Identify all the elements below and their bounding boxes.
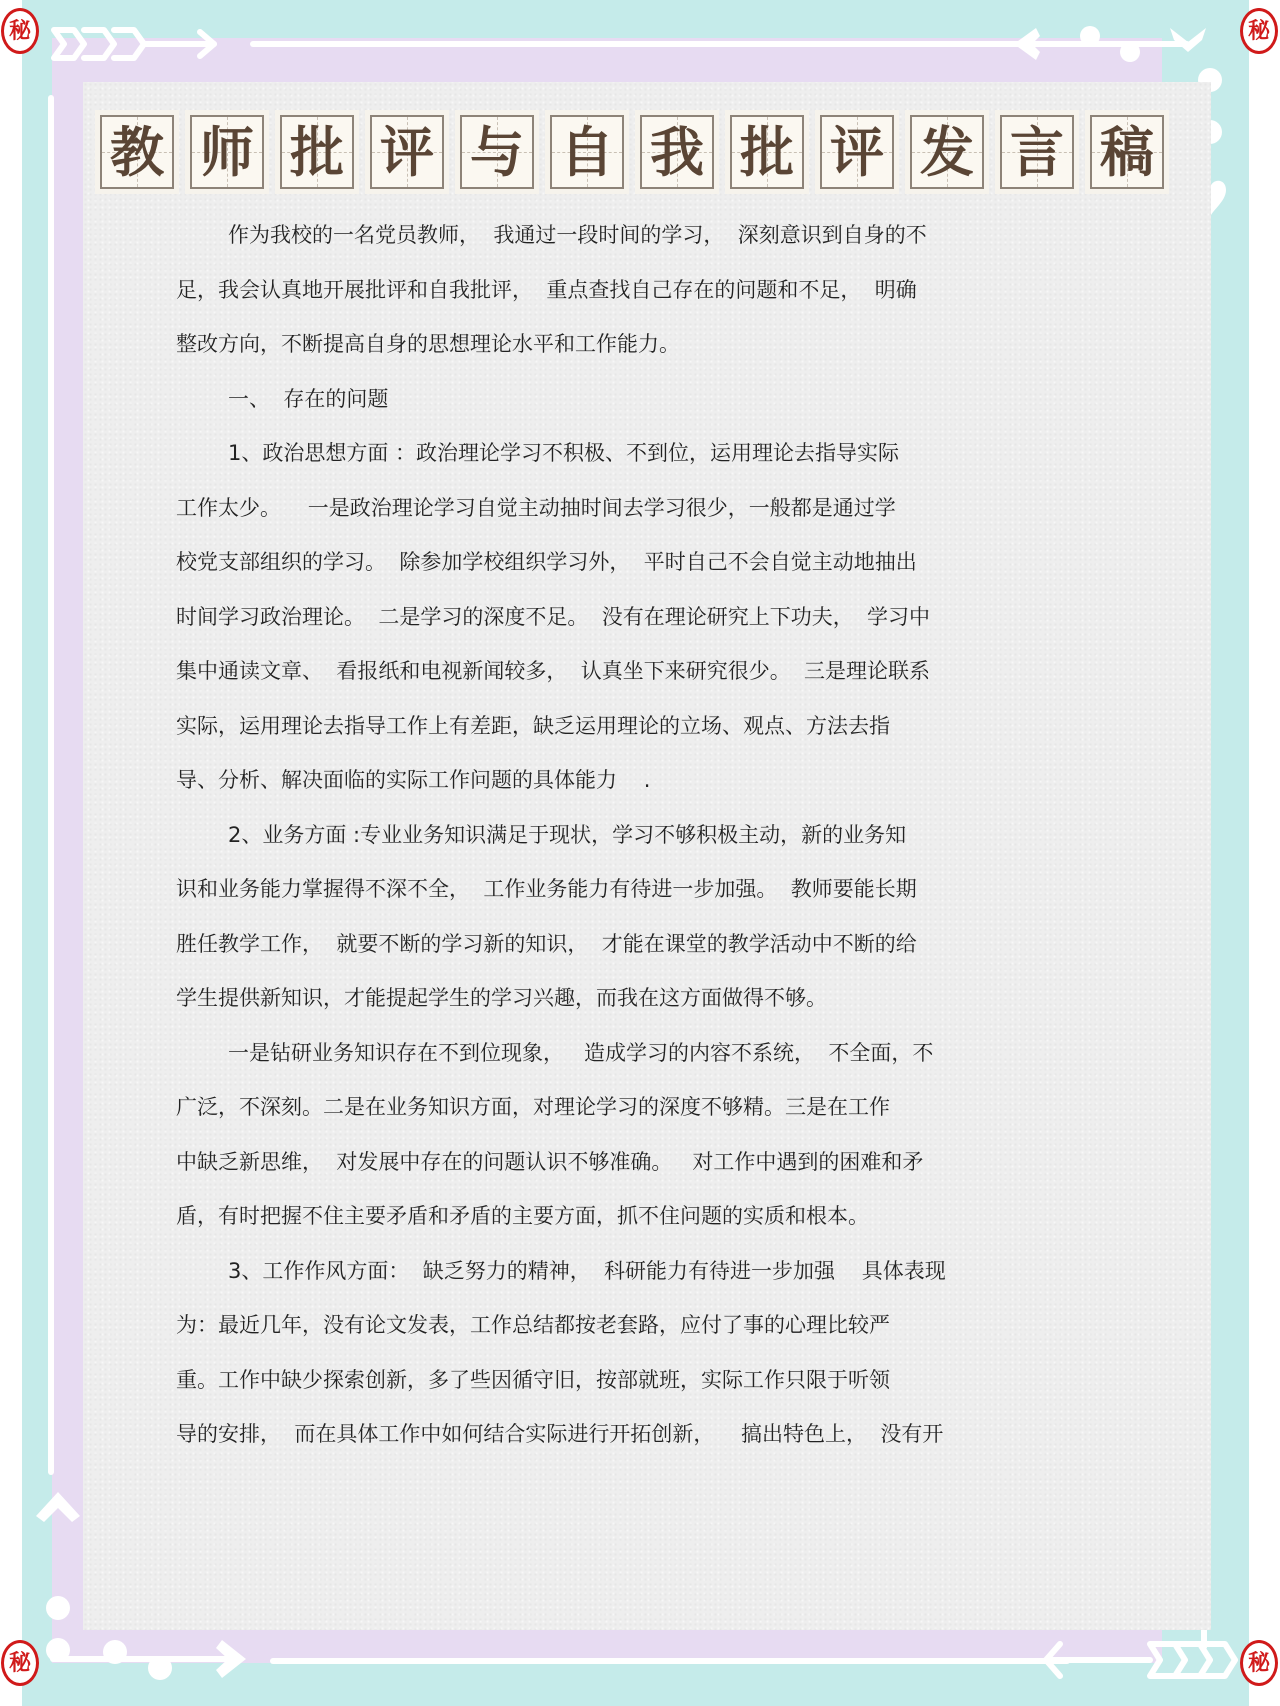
text-line: 导的安排， 而在具体工作中如何结合实际进行开拓创新， 搞出特色上， 没有开 xyxy=(176,1422,944,1446)
text-line: 导、分析、解决面临的实际工作问题的具体能力 . xyxy=(176,768,651,792)
title-tile-cell xyxy=(545,110,629,194)
section-heading: 一、 存在的问题 xyxy=(228,386,389,411)
title-tile xyxy=(100,115,174,189)
title-character: 发 xyxy=(920,120,974,184)
seal-stamp-icon: 秘 xyxy=(1240,8,1278,54)
seal-stamp-icon: 秘 xyxy=(1,1640,39,1686)
title-tile-cell xyxy=(455,110,539,194)
title-character: 教 xyxy=(110,120,164,184)
title-character: 评 xyxy=(830,120,884,184)
text-line: 识和业务能力掌握得不深不全， 工作业务能力有待进一步加强。 教师要能长期 xyxy=(176,877,917,901)
title-tile xyxy=(280,115,354,189)
title-tile-cell xyxy=(95,110,179,194)
title-character: 言 xyxy=(1010,120,1064,184)
text-line: 2、业务方面 :专业业务知识满足于现状，学习不够积极主动，新的业务知 xyxy=(228,822,907,847)
text-line: 整改方向，不断提高自身的思想理论水平和工作能力。 xyxy=(176,332,680,356)
title-tile xyxy=(370,115,444,189)
text-line: 盾，有时把握不住主要矛盾和矛盾的主要方面，抓不住问题的实质和根本。 xyxy=(176,1204,869,1228)
title-tile-cell xyxy=(185,110,269,194)
title-character: 批 xyxy=(290,120,344,184)
text-line: 胜任教学工作， 就要不断的学习新的知识， 才能在课堂的教学活动中不断的给 xyxy=(176,931,917,956)
title-character: 稿 xyxy=(1100,120,1154,184)
document-body xyxy=(176,208,1101,1462)
text-line: 时间学习政治理论。 二是学习的深度不足。 没有在理论研究上下功夫， 学习中 xyxy=(176,604,931,629)
frame-line-top xyxy=(250,41,1040,47)
text-line: 作为我校的一名党员教师， 我通过一段时间的学习， 深刻意识到自身的不 xyxy=(228,223,927,247)
text-line: 为：最近几年，没有论文发表，工作总结都按老套路，应付了事的心理比较严 xyxy=(176,1313,890,1337)
frame-line-bottom xyxy=(270,1658,1070,1664)
text-line: 3、工作作风方面： 缺乏努力的精神， 科研能力有待进一步加强 具体表现 xyxy=(228,1258,946,1283)
title-tile xyxy=(1090,115,1164,189)
title-character: 自 xyxy=(560,120,614,184)
title-character: 评 xyxy=(380,120,434,184)
arrow-left-icon xyxy=(1040,1632,1240,1688)
text-line: 一是钻研业务知识存在不到位现象， 造成学习的内容不系统， 不全面，不 xyxy=(228,1040,934,1065)
seal-stamp-icon: 秘 xyxy=(1,8,39,54)
text-line: 重。工作中缺少探索创新，多了些因循守旧，按部就班，实际工作只限于听领 xyxy=(176,1367,890,1392)
frame-line-left xyxy=(48,95,54,1475)
seal-stamp-icon: 秘 xyxy=(1240,1640,1278,1686)
heart-arrow-right-icon xyxy=(50,1630,250,1690)
text-line: 1、政治思想方面 ：政治理论学习不积极、不到位，运用理论去指导实际 xyxy=(228,441,900,465)
page-title xyxy=(95,110,1170,194)
title-tile-cell xyxy=(995,110,1079,194)
title-tile-cell xyxy=(815,110,899,194)
title-tile-cell xyxy=(905,110,989,194)
title-character: 与 xyxy=(470,120,524,184)
title-character: 我 xyxy=(650,120,704,184)
title-tile xyxy=(1000,115,1074,189)
text-line: 集中通读文章、 看报纸和电视新闻较多， 认真坐下来研究很少。 三是理论联系 xyxy=(176,659,931,683)
title-tile-cell xyxy=(365,110,449,194)
text-line: 中缺乏新思维， 对发展中存在的问题认识不够准确。 对工作中遇到的困难和矛 xyxy=(176,1149,924,1174)
text-line: 实际，运用理论去指导工作上有差距，缺乏运用理论的立场、观点、方法去指 xyxy=(176,713,890,738)
title-tile xyxy=(550,115,624,189)
title-tile-cell xyxy=(635,110,719,194)
text-line: 足，我会认真地开展批评和自我批评， 重点查找自己存在的问题和不足， 明确 xyxy=(176,277,917,302)
arrow-right-icon xyxy=(44,22,224,70)
title-tile xyxy=(820,115,894,189)
title-tile-cell xyxy=(275,110,359,194)
title-tile xyxy=(460,115,534,189)
heart-arrow-left-icon xyxy=(1010,22,1210,72)
text-line: 校党支部组织的学习。 除参加学校组织学习外， 平时自己不会自觉主动地抽出 xyxy=(176,550,917,574)
text-line: 工作太少。 一是政治理论学习自觉主动抽时间去学习很少，一般都是通过学 xyxy=(176,495,896,520)
text-line: 学生提供新知识，才能提起学生的学习兴趣，而我在这方面做得不够。 xyxy=(176,986,827,1010)
title-tile xyxy=(910,115,984,189)
text-line: 广泛，不深刻。二是在业务知识方面，对理论学习的深度不够精。三是在工作 xyxy=(176,1095,890,1119)
title-tile xyxy=(190,115,264,189)
title-tile-cell xyxy=(725,110,809,194)
title-character: 批 xyxy=(740,120,794,184)
title-tile xyxy=(640,115,714,189)
title-tile xyxy=(730,115,804,189)
title-character: 师 xyxy=(200,120,254,184)
title-tile-cell xyxy=(1085,110,1169,194)
